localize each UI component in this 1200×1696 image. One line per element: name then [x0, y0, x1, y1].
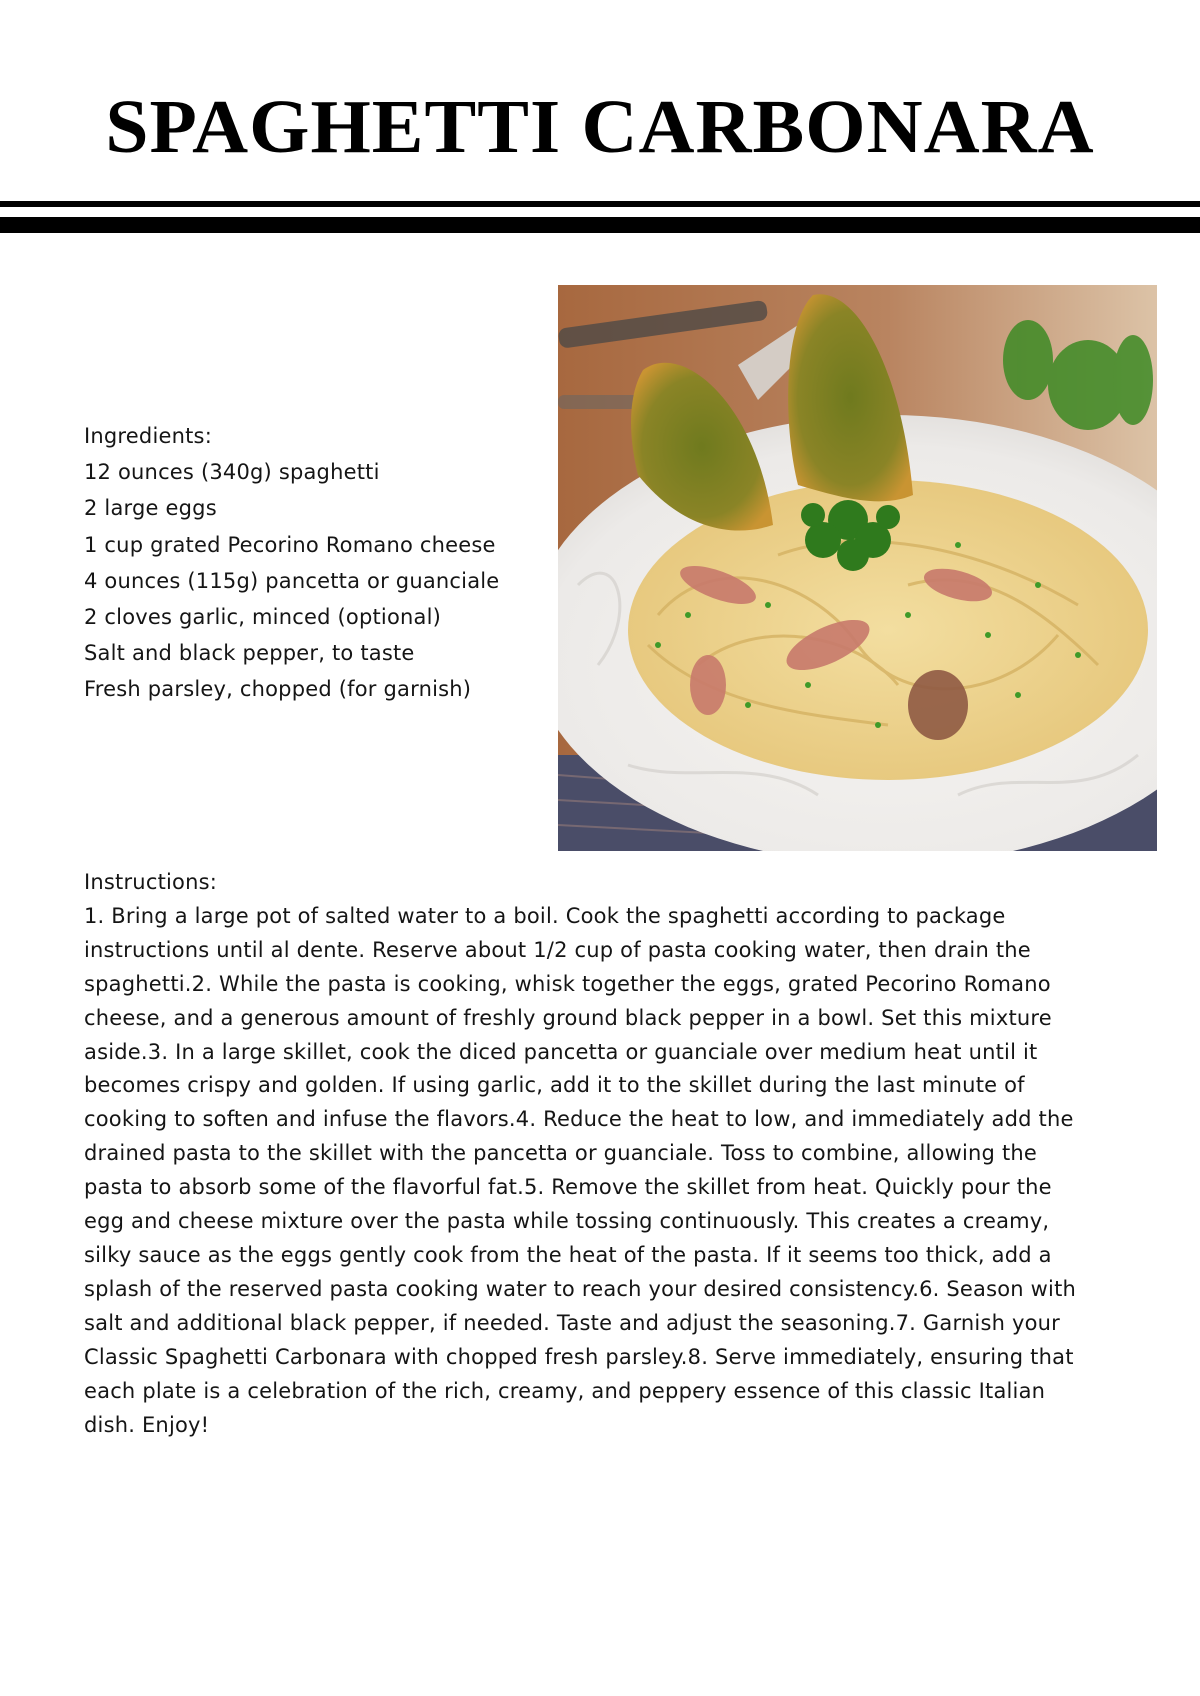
ingredient-item: 12 ounces (340g) spaghetti [84, 460, 380, 485]
ingredient-item: Salt and black pepper, to taste [84, 641, 415, 666]
ingredients-section [84, 418, 554, 708]
instruction-line: cheese, and a generous amount of freshly ground black pepper in a bowl. Set this mixture [84, 1005, 1052, 1030]
instructions-heading: Instructions: [84, 870, 218, 894]
instruction-line: silky sauce as the eggs gently cook from the heat of the pasta. If it seems too thick, add a [84, 1242, 1052, 1267]
ingredient-item: 4 ounces (115g) pancetta or guanciale [84, 568, 500, 593]
instruction-line: pasta to absorb some of the flavorful fat.5. Remove the skillet from heat. Quickly pour the [84, 1175, 1052, 1200]
dish-photo [558, 285, 1157, 851]
ingredient-item: 1 cup grated Pecorino Romano cheese [84, 532, 496, 557]
ingredient-item: 2 cloves garlic, minced (optional) [84, 605, 441, 630]
instruction-line: egg and cheese mixture over the pasta while tossing continuously. This creates a creamy, [84, 1209, 1050, 1234]
divider-thin [0, 201, 1200, 207]
instruction-line: splash of the reserved pasta cooking water to reach your desired consistency.6. Season with [84, 1276, 1077, 1301]
instruction-line: cooking to soften and infuse the flavors.4. Reduce the heat to low, and immediately add the [84, 1107, 1074, 1132]
instructions-section [84, 866, 1124, 1442]
ingredient-item: Fresh parsley, chopped (for garnish) [84, 677, 472, 702]
instruction-line: drained pasta to the skillet with the pancetta or guanciale. Toss to combine, allowing the [84, 1141, 1038, 1166]
instruction-line: salt and additional black pepper, if needed. Taste and adjust the seasoning.7. Garnish your [84, 1310, 1061, 1335]
ingredient-item: 2 large eggs [84, 496, 217, 521]
instruction-line: each plate is a celebration of the rich, creamy, and peppery essence of this classic Italian [84, 1378, 1046, 1403]
recipe-title: SPAGHETTI CARBONARA [105, 85, 1095, 169]
ingredients-heading: Ingredients: [84, 424, 212, 448]
instruction-line: 1. Bring a large pot of salted water to a boil. Cook the spaghetti according to package [84, 903, 1006, 928]
dish-illustration [558, 285, 1157, 851]
divider-thick [0, 217, 1200, 233]
instruction-line: instructions until al dente. Reserve about 1/2 cup of pasta cooking water, then drain the [84, 937, 1031, 962]
instruction-line: aside.3. In a large skillet, cook the diced pancetta or guanciale over medium heat until it [84, 1039, 1038, 1064]
instruction-line: becomes crispy and golden. If using garlic, add it to the skillet during the last minute of [84, 1073, 1025, 1098]
instruction-line: Classic Spaghetti Carbonara with chopped fresh parsley.8. Serve immediately, ensuring that [84, 1344, 1074, 1369]
instruction-line: spaghetti.2. While the pasta is cooking, whisk together the eggs, grated Pecorino Romano [84, 971, 1051, 996]
instruction-line: dish. Enjoy! [84, 1412, 210, 1437]
